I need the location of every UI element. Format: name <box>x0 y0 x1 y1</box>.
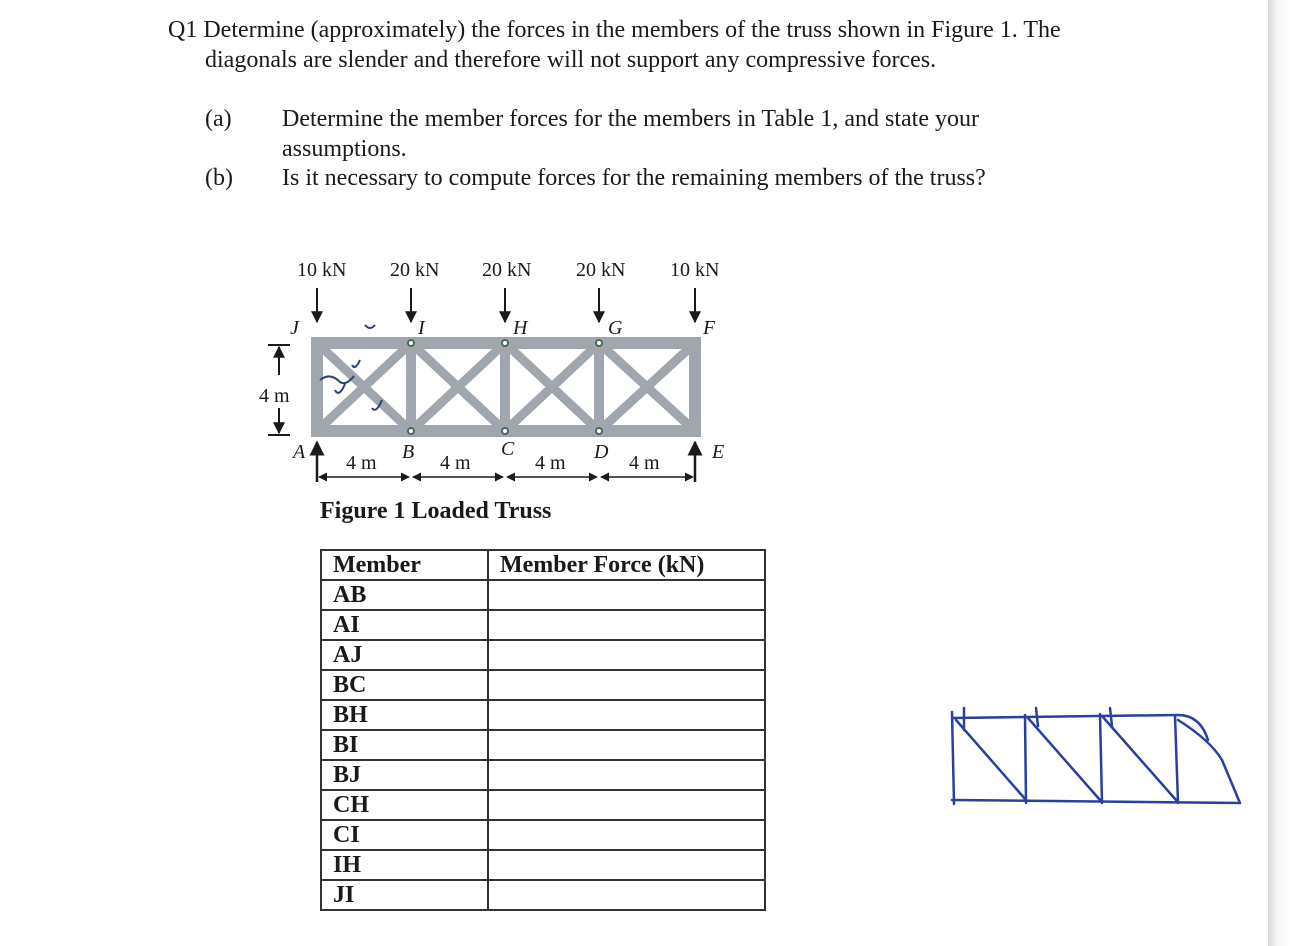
load-label: 20 kN <box>482 259 532 281</box>
member-name: CI <box>321 820 488 850</box>
member-name: IH <box>321 850 488 880</box>
sketch-line <box>1025 715 1026 803</box>
load-label: 10 kN <box>297 259 347 281</box>
question-line-2: diagonals are slender and therefore will not support any compressive forces. <box>205 47 937 73</box>
table-row <box>321 610 765 640</box>
part-a-text-line-1: Determine the member forces for the members in Table 1, and state your <box>282 106 979 132</box>
span-label: 4 m <box>440 452 471 474</box>
sketch-line <box>1178 720 1240 803</box>
sketch-line <box>1175 716 1178 803</box>
table-row <box>321 880 765 910</box>
sketch-line <box>1100 714 1102 803</box>
joint <box>502 340 508 346</box>
member-name: AB <box>321 580 488 610</box>
table-row <box>321 760 765 790</box>
member-name: AJ <box>321 640 488 670</box>
node-label: B <box>402 441 415 463</box>
part-b-text: Is it necessary to compute forces for the remaining members of the truss? <box>282 165 986 191</box>
member-name: BC <box>321 670 488 700</box>
node-label: F <box>703 317 716 339</box>
table-row <box>321 790 765 820</box>
pencil-check <box>365 325 375 328</box>
truss-members <box>317 340 695 434</box>
table-row <box>321 820 765 850</box>
top-node-labels <box>290 317 716 339</box>
hand-sketch-truss <box>940 700 1260 830</box>
joint <box>596 428 602 434</box>
member-force-cell[interactable] <box>488 700 765 730</box>
sketch-line <box>1102 716 1176 800</box>
sketch-line <box>1028 718 1100 800</box>
table-row <box>321 700 765 730</box>
sketch-line <box>964 708 1112 730</box>
span-label: 4 m <box>346 452 377 474</box>
table-row <box>321 640 765 670</box>
load-labels <box>297 259 719 281</box>
sketch-line <box>952 715 1208 740</box>
height-label: 4 m <box>259 385 290 407</box>
node-label: C <box>501 438 515 460</box>
node-label: J <box>290 317 299 339</box>
sketch-line <box>956 720 1026 800</box>
node-label: E <box>712 441 725 463</box>
span-label: 4 m <box>629 452 660 474</box>
node-label: D <box>594 441 609 463</box>
load-label: 10 kN <box>670 259 720 281</box>
part-a-label: (a) <box>205 106 232 132</box>
node-label: G <box>608 317 623 339</box>
sketch-line <box>952 712 954 804</box>
joint <box>408 340 414 346</box>
member-force-cell[interactable] <box>488 670 765 700</box>
member-name: CH <box>321 790 488 820</box>
table-row <box>321 730 765 760</box>
node-label: I <box>418 317 425 339</box>
member-name: BI <box>321 730 488 760</box>
member-name: BJ <box>321 760 488 790</box>
member-force-table <box>320 549 766 911</box>
member-name: BH <box>321 700 488 730</box>
table-header-row <box>321 550 765 580</box>
height-dimension <box>259 345 290 435</box>
member-name: JI <box>321 880 488 910</box>
member-force-cell[interactable] <box>488 730 765 760</box>
pencil-check <box>335 384 345 393</box>
load-arrows <box>317 288 695 322</box>
question-line-1: Q1 Determine (approximately) the forces in the members of the truss shown in Figure 1. The <box>168 17 1061 43</box>
figure-caption: Figure 1 Loaded Truss <box>320 498 552 524</box>
joint <box>596 340 602 346</box>
member-force-cell[interactable] <box>488 880 765 910</box>
node-label: H <box>513 317 528 339</box>
member-force-cell[interactable] <box>488 820 765 850</box>
pencil-check <box>352 360 360 367</box>
member-force-cell[interactable] <box>488 640 765 670</box>
node-label: A <box>293 441 306 463</box>
header-member: Member <box>321 550 488 580</box>
span-label: 4 m <box>535 452 566 474</box>
member-name: AI <box>321 610 488 640</box>
member-force-cell[interactable] <box>488 760 765 790</box>
member-force-cell[interactable] <box>488 850 765 880</box>
header-member-force: Member Force (kN) <box>488 550 765 580</box>
load-label: 20 kN <box>576 259 626 281</box>
table-row <box>321 580 765 610</box>
joint <box>502 428 508 434</box>
member-force-cell[interactable] <box>488 790 765 820</box>
load-label: 20 kN <box>390 259 440 281</box>
table-row <box>321 850 765 880</box>
part-b-label: (b) <box>205 165 233 191</box>
member-force-cell[interactable] <box>488 580 765 610</box>
member-force-cell[interactable] <box>488 610 765 640</box>
joint <box>408 428 414 434</box>
table-row <box>321 670 765 700</box>
sketch-line <box>952 800 1240 803</box>
part-a-text-line-2: assumptions. <box>282 136 407 162</box>
